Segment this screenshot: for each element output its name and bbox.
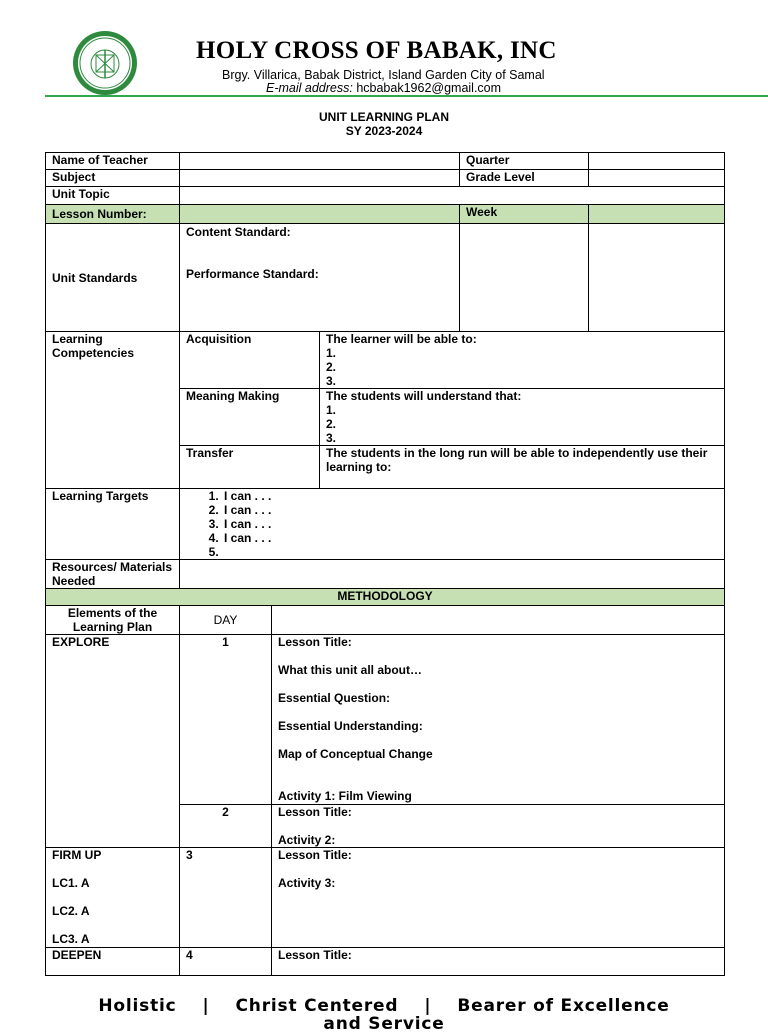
deepen-label: DEEPEN: [46, 948, 180, 976]
unit-topic-field[interactable]: [180, 187, 725, 205]
meaning-item-2: 2.: [326, 417, 337, 431]
explore-day1-row: [46, 635, 725, 805]
value-excellence: Bearer of Excellence: [457, 996, 670, 1016]
lc2-label: LC2. A: [52, 904, 90, 918]
target-item: 3. I can . . .: [222, 517, 718, 531]
activity-1-label: Activity 1: Film Viewing: [278, 789, 412, 803]
lc3-label: LC3. A: [52, 932, 90, 946]
header-divider: [45, 95, 768, 97]
document-title: UNIT LEARNING PLAN: [319, 110, 449, 124]
subject-label: Subject: [46, 170, 180, 187]
target-item: [222, 545, 718, 559]
lesson-number-row: [46, 205, 725, 224]
methodology-row: [46, 589, 725, 606]
explore-day2-cell[interactable]: [272, 805, 725, 848]
learning-targets-row: [46, 489, 725, 560]
week-label: Week: [460, 205, 589, 224]
learning-targets-list: [186, 489, 718, 559]
meaning-item-3: 3.: [326, 431, 337, 445]
firm-up-label: FIRM UP: [52, 848, 102, 862]
deepen-row: [46, 948, 725, 976]
acquisition-item-2: 2.: [326, 360, 337, 374]
standards-cell[interactable]: [180, 224, 460, 332]
transfer-text[interactable]: The students in the long run will be able to independently use their learning to:: [320, 446, 725, 489]
acquisition-item-3: 3.: [326, 374, 337, 388]
acquisition-text: The learner will be able to:: [326, 332, 477, 346]
methodology-heading: METHODOLOGY: [46, 589, 725, 606]
subject-row: [46, 170, 725, 187]
essential-understanding-label: Essential Understanding:: [278, 719, 423, 733]
activity-3-label: Activity 3:: [278, 876, 336, 890]
school-seal-icon: [67, 30, 143, 96]
school-address: Brgy. Villarica, Babak District, Island Garden City of Samal: [222, 68, 545, 82]
firm-up-row: [46, 848, 725, 948]
explore-label: EXPLORE: [46, 635, 180, 848]
meaning-making-cell[interactable]: [320, 389, 725, 446]
quarter-label: Quarter: [460, 153, 589, 170]
essential-question-label: Essential Question:: [278, 691, 391, 705]
transfer-label: Transfer: [180, 446, 320, 489]
core-values-footer: [0, 996, 768, 1016]
lesson-title-label: Lesson Title:: [278, 635, 352, 649]
lc1-label: LC1. A: [52, 876, 90, 890]
letterhead: [0, 0, 768, 100]
target-item: 4. I can . . .: [222, 531, 718, 545]
value-christ-centered: Christ Centered: [235, 996, 399, 1016]
elements-header: Elements of the Learning Plan: [46, 606, 180, 635]
learning-competencies-label: Learning Competencies: [46, 332, 180, 489]
map-conceptual-change-label: Map of Conceptual Change: [278, 747, 433, 761]
school-name: HOLY CROSS OF BABAK, INC: [196, 37, 557, 64]
subject-field[interactable]: [180, 170, 460, 187]
lesson-number-label: Lesson Number:: [46, 205, 180, 224]
target-item: 2. I can . . .: [222, 503, 718, 517]
unit-learning-plan-table: [45, 152, 725, 976]
day-header: DAY: [180, 606, 272, 635]
email-label: E-mail address:: [266, 81, 353, 95]
value-holistic: Holistic: [98, 996, 177, 1016]
grade-level-field[interactable]: [589, 170, 725, 187]
meaning-item-1: 1.: [326, 403, 337, 417]
unit-standards-label: Unit Standards: [46, 224, 180, 332]
lesson-title-label: Lesson Title:: [278, 805, 352, 819]
email-line: [266, 81, 501, 95]
acquisition-row: [46, 332, 725, 389]
name-of-teacher-label: Name of Teacher: [46, 153, 180, 170]
unit-standards-row: [46, 224, 725, 332]
standards-extra-cell-1[interactable]: [460, 224, 589, 332]
unit-about-label: What this unit all about…: [278, 663, 422, 677]
day-3: 3: [180, 848, 272, 948]
acquisition-label: Acquisition: [180, 332, 320, 389]
acquisition-cell[interactable]: [320, 332, 725, 389]
firm-up-content-cell[interactable]: [272, 848, 725, 948]
name-of-teacher-field[interactable]: [180, 153, 460, 170]
content-standard-label: Content Standard:: [186, 225, 291, 239]
explore-day1-cell[interactable]: [272, 635, 725, 805]
methodology-header-blank: [272, 606, 725, 635]
standards-extra-cell-2[interactable]: [589, 224, 725, 332]
lesson-title-label: Lesson Title:: [278, 848, 352, 862]
performance-standard-label: Performance Standard:: [186, 267, 319, 281]
grade-level-label: Grade Level: [460, 170, 589, 187]
footer-separator: |: [202, 996, 210, 1016]
teacher-row: [46, 153, 725, 170]
day-4: 4: [180, 948, 272, 976]
target-item: 1. I can . . .: [222, 489, 718, 503]
acquisition-item-1: 1.: [326, 346, 337, 360]
deepen-content-cell[interactable]: [272, 948, 725, 976]
footer-separator: |: [424, 996, 432, 1016]
learning-targets-cell[interactable]: [180, 489, 725, 560]
unit-topic-label: Unit Topic: [46, 187, 180, 205]
unit-topic-row: [46, 187, 725, 205]
lesson-number-field[interactable]: [180, 205, 460, 224]
resources-field[interactable]: [180, 560, 725, 589]
week-field[interactable]: [589, 205, 725, 224]
value-service: and Service: [323, 1014, 445, 1034]
meaning-text: The students will understand that:: [326, 389, 522, 403]
firm-up-cell[interactable]: [46, 848, 180, 948]
email-address: hcbabak1962@gmail.com: [356, 81, 502, 95]
lesson-title-label: Lesson Title:: [278, 948, 352, 962]
learning-targets-label: Learning Targets: [46, 489, 180, 560]
resources-row: [46, 560, 725, 589]
school-year: SY 2023-2024: [345, 124, 423, 138]
day-1: 1: [180, 635, 272, 805]
quarter-field[interactable]: [589, 153, 725, 170]
day-2: 2: [180, 805, 272, 848]
meaning-making-label: Meaning Making: [180, 389, 320, 446]
methodology-header-row: [46, 606, 725, 635]
activity-2-label: Activity 2:: [278, 833, 336, 847]
resources-label: Resources/ Materials Needed: [46, 560, 180, 589]
